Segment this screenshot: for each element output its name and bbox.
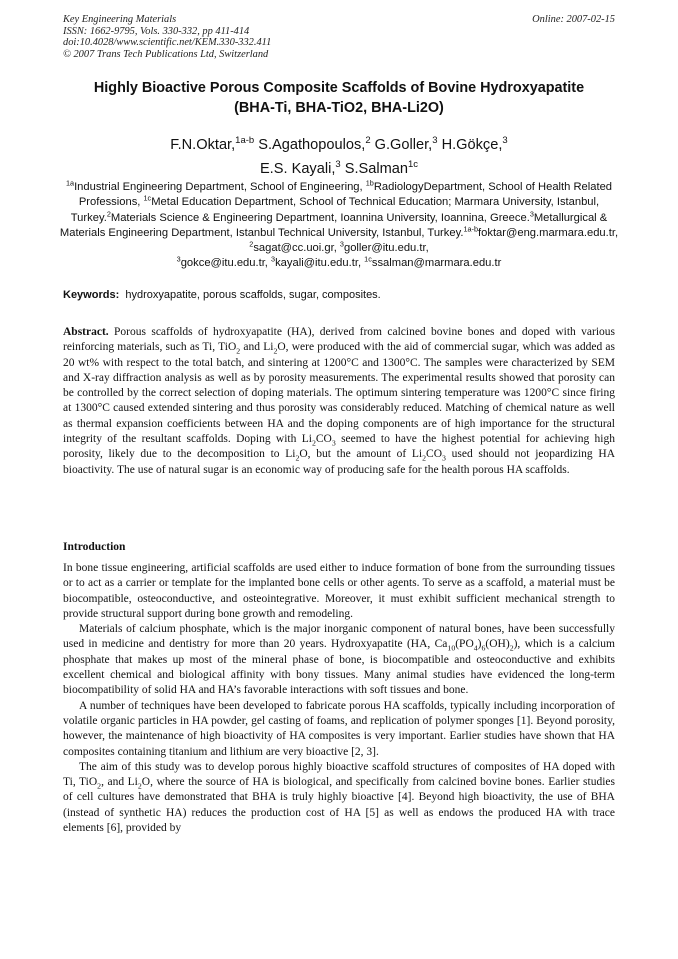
author-affil-mark: 1a-b [235, 135, 255, 147]
keywords [63, 288, 615, 303]
paragraph-text: Materials of calcium phosphate, which is the major inorganic component of natural bones, have been successfully used in medicine and dentistry for more than 20 years. Hydroxyapatite (HA, Ca [63, 623, 615, 651]
journal-issn: ISSN: 1662-9795, Vols. 330-332, pp 411-414 [63, 25, 250, 37]
email-link[interactable]: kayali@itu.edu.tr, [275, 257, 365, 270]
author-name: E.S. Kayali, [259, 161, 336, 177]
affil-mark: 1a [65, 178, 75, 188]
abstract-text: used should not jeopardizing HA bioactivity. The use of natural sugar is an economic way of producing safe for the health porous HA scaffolds. [63, 448, 615, 476]
abstract-text: and Li [240, 341, 274, 354]
affil-text: Metallurgical & Materials Engineering Department, Istanbul Technical University, Istanbul, Turkey. [59, 211, 608, 239]
keywords-label: Keywords: [63, 289, 120, 301]
section-heading-introduction: Introduction [63, 541, 126, 553]
paragraph-text: (OH) [485, 638, 510, 651]
abstract-text: CO [315, 433, 332, 446]
subscript: 3 [331, 438, 336, 448]
author-name: G.Goller, [370, 137, 433, 153]
paragraph-text: , and Li [101, 776, 138, 789]
abstract-text: seemed to have the highest potential for achieving high porosity, likely due to the decomposition to Li [63, 433, 616, 461]
subscript: 10 [447, 643, 456, 653]
affil-text: Materials Science & Engineering Department, Ioannina University, Ioannina, Greece. [110, 211, 530, 224]
email-link[interactable]: ssalman@marmara.edu.tr [371, 257, 502, 270]
subscript: 2 [273, 346, 278, 356]
author-affil-mark: 1c [408, 159, 419, 171]
author-name: S.Salman [340, 161, 408, 177]
author-affil-mark: 3 [432, 135, 438, 147]
title-line-2: (BHA-Ti, BHA-TiO2, BHA-Li2O) [234, 99, 444, 116]
affil-mark: 3 [176, 254, 181, 264]
affil-mark: 3 [271, 254, 276, 264]
abstract-text: CO [426, 448, 443, 461]
journal-doi: doi:10.4028/www.scientific.net/KEM.330-332.411 [63, 37, 272, 49]
subscript: 4 [473, 643, 478, 653]
paragraph-text: O, where the source of HA is biological, and specifically from calcined bovine bones. Earlier studies of cell cultures have demonstrated that BHA is truly highly bioactive [4]. Beyond high bioactivity, the use of BHA (instead of synthetic HA) reduces the production cost of HA [5] as well as endows the produced HA with trace elements [6], provided by [63, 776, 615, 835]
subscript: 2 [137, 781, 142, 791]
journal-name: Key Engineering Materials [63, 14, 177, 25]
author-name: S.Agathopoulos, [254, 137, 366, 153]
author-line-2 [40, 157, 638, 181]
email-link[interactable]: sagat@cc.uoi.gr, [253, 242, 340, 255]
paragraph: In bone tissue engineering, artificial scaffolds are used either to induce formation of bone from the surrounding tissues or to act as a carrier or template for the implanted bone cells or other agents. To serve as a scaffold, a material must be biocompatible, osteoconductive, and osteointegrative. Moreover, it must exhibit sufficient mechanical strength to provide structural support during bone growth and remodeling. [63, 562, 615, 620]
abstract-text: O, but the amount of Li [299, 448, 423, 461]
title-line-1: Highly Bioactive Porous Composite Scaffolds of Bovine Hydroxyapatite [93, 80, 585, 96]
author-affil-mark: 3 [335, 159, 341, 171]
subscript: 6 [481, 643, 486, 653]
keywords-text: hydroxyapatite, porous scaffolds, sugar, composites. [119, 289, 381, 301]
paragraph-text: (PO [455, 638, 474, 651]
author-line-1 [40, 133, 638, 157]
affiliations [58, 180, 620, 272]
journal-header [63, 14, 615, 60]
subscript: 2 [97, 781, 102, 791]
paragraph [63, 622, 615, 698]
email-link[interactable]: gokce@itu.edu.tr, [180, 257, 272, 270]
affil-text: Industrial Engineering Department, School of Engineering, [74, 181, 366, 193]
paragraph-text: The aim of this study was to develop porous highly bioactive scaffold structures of composites of HA doped with Ti, TiO [63, 760, 615, 789]
author-affil-mark: 3 [502, 135, 508, 147]
introduction-body [63, 561, 615, 836]
online-date: Online: 2007-02-15 [532, 14, 615, 25]
affil-mark: 1c [364, 254, 372, 264]
abstract-label: Abstract. [63, 326, 109, 338]
subscript: 2 [422, 453, 427, 463]
subscript: 2 [509, 643, 514, 653]
email-link[interactable]: goller@itu.edu.tr, [343, 242, 429, 255]
paragraph-text: ) [477, 638, 482, 651]
affil-mark: 2 [106, 208, 111, 218]
affil-mark: 3 [339, 239, 344, 249]
author-list [40, 133, 638, 181]
affil-mark: 1c [143, 193, 152, 203]
author-name: H.Gökçe, [437, 137, 503, 153]
paragraph: A number of techniques have been developed to fabricate porous HA scaffolds, typically including incorporation of volatile organic particles in HA powder, gel casting of foams, and replication of polymer sponges [1]. Beyond porosity, however, the maintenance of high bioactivity of HA composites is very important. Earlier studies have shown that HA composites containing titanium and lithium are very bioactive [2, 3]. [63, 699, 615, 758]
paragraph-text: ), which is a calcium phosphate that makes up most of the mineral phase of bone, is biocompatible and osteoconductive and exhibits excellent chemical and biological affinity with bony tissues. Many animal studies have evidenced the long-term biocompatibility of solid HA and HA’s favorable interactions with soft tissues and bone. [63, 638, 616, 697]
affil-text: Metal Education Department, School of Technical Education; Marmara University, Istanbul, Turkey. [70, 196, 600, 224]
affil-mark: 1b [365, 178, 374, 188]
subscript: 2 [311, 438, 316, 448]
author-affil-mark: 2 [365, 135, 371, 147]
abstract [63, 325, 615, 478]
subscript: 3 [442, 453, 446, 463]
affil-text: RadiologyDepartment, School of Health Related Professions, [78, 181, 613, 209]
author-name: F.N.Oktar, [170, 137, 236, 153]
abstract-text: O, were produced with the aid of commercial sugar, which was added as 20 wt% with respect to the total batch, and sintering at 1200°C and 1300°C. The samples were characterized by SEM and X-ray diffraction analysis as well as by porosity measurements. The experimental results showed that porosity can be controlled by the correct selection of doping materials. The optimum sintering temperature was 1200°C since firing at 1300°C caused extended sintering and thus porosity was considerably reduced. Matching of chemical nature as well as thermal expansion coefficients between HA and the doping components are of high importance for the structural integrity of the resultant scaffolds. Doping with Li [63, 341, 616, 446]
email-link[interactable]: foktar@eng.marmara.edu.tr, [478, 226, 619, 239]
subscript: 2 [295, 453, 300, 463]
affil-mark: 1a-b [463, 224, 479, 234]
journal-copyright: © 2007 Trans Tech Publications Ltd, Switzerland [63, 48, 269, 60]
paper-title [40, 79, 638, 118]
abstract-text: Porous scaffolds of hydroxyapatite (HA), derived from calcined bovine bones and doped with various reinforcing materials, such as Ti, TiO [63, 326, 615, 354]
affil-mark: 2 [249, 239, 254, 249]
affil-mark: 3 [529, 208, 534, 218]
paragraph [63, 760, 615, 836]
subscript: 2 [236, 346, 241, 356]
